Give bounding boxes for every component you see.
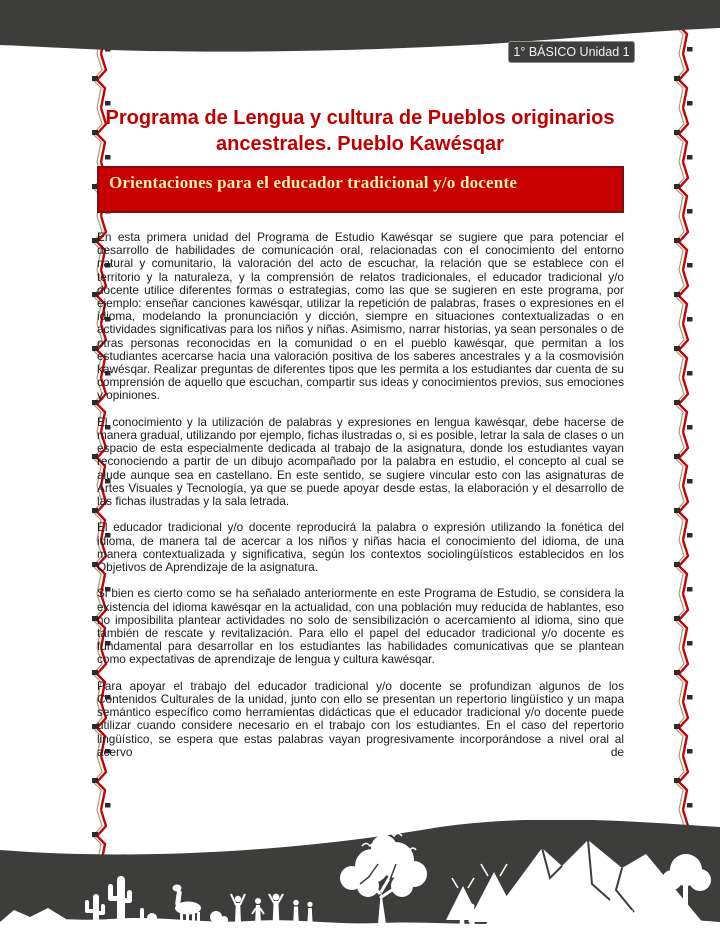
unit-badge <box>508 41 635 63</box>
unit-badge-label: 1° BÁSICO Unidad 1 <box>513 45 630 59</box>
paragraph: Para apoyar el trabajo del educador tradicional y/o docente se profundizan algunos de los Contenidos Culturales de la unidad, junto con ello se presentan un repertorio lingüístico y un mapa semántico específico como herramientas didácticas que el educador tradicional y/o docente puede utilizar cuando considere necesario en el trabajo con los estudiantes. En el caso del repertorio lingüístico, se espera que estas palabras vayan progresivamente incorporándose a nivel oral al acervo de <box>97 678 624 759</box>
section-banner <box>97 166 624 213</box>
footer-illustration <box>0 820 720 932</box>
page-title <box>0 105 720 157</box>
paragraph: Si bien es cierto como se ha señalado anteriormente en este Programa de Estudio, se considera la existencia del idioma kawésqar en la actualidad, con una población muy reducida de hablantes, eso no imposibilita plantear actividades no solo de sensibilización o acercamiento al idioma, sino que también de rescate y revitalización. Para ello el papel del educador tradicional y/o docente es fundamental para desarrollar en los estudiantes las habilidades comunicativas que se plantean como expectativas de aprendizaje de lengua y cultura kawésqar. <box>97 586 624 667</box>
title-line-2: ancestrales. Pueblo Kawésqar <box>216 133 504 155</box>
section-banner-label: Orientaciones para el educador tradicional y/o docente <box>109 173 518 192</box>
body-paragraphs <box>97 231 624 772</box>
paragraph: El conocimiento y la utilización de palabras y expresiones en lengua kawésqar, debe hacerse de manera gradual, utilizando por ejemplo, fichas ilustradas o, si es posible, letrar la sala de clases o un espacio de esta especialmente dedicada al trabajo de la asignatura, donde los estudiantes vayan reconociendo a partir de un dibujo acompañado por la palabra en estudio, el concepto al cual se alude aunque sea en castellano. En este sentido, se sugiere vincular esto con las asignaturas de Artes Visuales y Tecnología, ya que se puede apoyar desde estas, la elaboración y el desarrollo de las fichas ilustradas y la sala letrada. <box>97 414 624 509</box>
title-line-1: Programa de Lengua y cultura de Pueblos originarios <box>105 107 615 129</box>
paragraph: El educador tradicional y/o docente reproducirá la palabra o expresión utilizando la fonética del idioma, de manera tal de acercar a los niños y niñas hacia el conocimiento del idioma, de una manera contextualizada y significativa, según los contextos sociolingüísticos establecidos en los Objetivos de Aprendizaje de la asignatura. <box>97 520 624 575</box>
paragraph: En esta primera unidad del Programa de Estudio Kawésqar se sugiere que para potenciar el desarrollo de habilidades de comunicación oral, relacionadas con el conocimiento del entorno natural y comunitario, la valoración del acto de escuchar, la relación que se establece con el territorio y la naturaleza, y la comprensión de relatos tradicionales, el educador tradicional y/o docente utilice diferentes formas o estrategias, como las que se sugieren en este programa, por ejemplo: enseñar canciones kawésqar, utilizar la repetición de palabras, frases o expresiones en el idioma, modelando la pronunciación y dicción, siempre en situaciones contextualizadas o en actividades significativas para los niños y niñas. Asimismo, narrar historias, ya sean personales o de otras personas reconocidas en la comunidad o en el pueblo kawésqar, que permitan a los estudiantes acercarse hacia una valoración positiva de los saberes ancestrales y a la cosmovisión kawésqar. Realizar preguntas de diferentes tipos que les permita a los estudiantes dar cuenta de su comprensión de aquello que escuchan, compartir sus ideas y conocimientos previos, sus emociones y opiniones. <box>97 230 624 403</box>
